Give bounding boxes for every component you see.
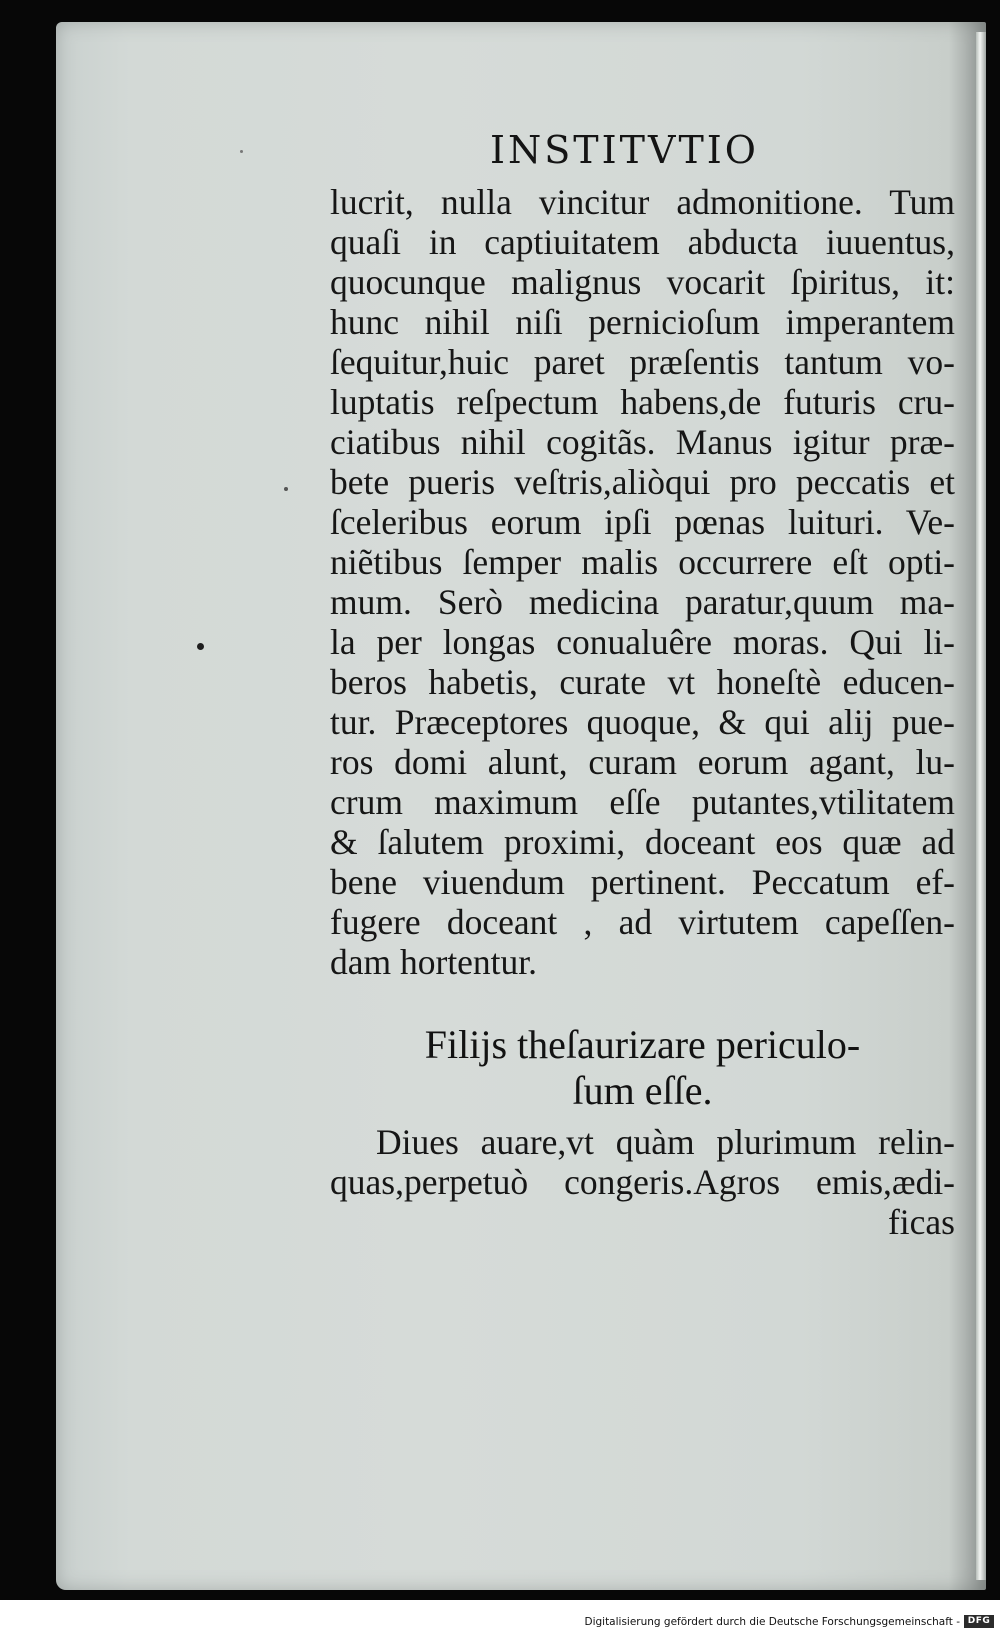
section-paragraph xyxy=(330,1122,955,1242)
page-edge xyxy=(976,32,986,1580)
text-line: quocunque malignus vocarit ſpiritus, it: xyxy=(330,262,955,302)
funding-credit: Digitalisierung gefördert durch die Deutsche Forschungsgemeinschaft - xyxy=(584,1616,960,1628)
ink-spot xyxy=(197,643,204,650)
text-line: beros habetis, curate vt honeſtè educen- xyxy=(330,662,955,702)
heading-line: ſum eſſe. xyxy=(572,1068,713,1113)
ink-spot xyxy=(240,150,243,153)
text-line: la per longas conualuêre moras. Qui li- xyxy=(330,622,955,662)
text-line: mum. Serò medicina paratur,quum ma- xyxy=(330,582,955,622)
text-line: hunc nihil niſi pernicioſum imperantem xyxy=(330,302,955,342)
text-line: luptatis reſpectum habens,de futuris cru- xyxy=(330,382,955,422)
text-line: tur. Præceptores quoque, & qui alij pue- xyxy=(330,702,955,742)
text-line: quaſi in captiuitatem abducta iuuentus, xyxy=(330,222,955,262)
text-line: quas,perpetuò congeris.Agros emis,ædi- xyxy=(330,1162,955,1202)
text-line: niẽtibus ſemper malis occurrere eſt opti- xyxy=(330,542,955,582)
running-head: INSTITVTIO xyxy=(490,128,759,172)
heading-line: Filijs theſaurizare periculo- xyxy=(424,1022,861,1067)
text-line: crum maximum eſſe putantes,vtilitatem xyxy=(330,782,955,822)
catchword: ficas xyxy=(887,1202,955,1242)
text-line: bete pueris veſtris,aliòqui pro peccatis et xyxy=(330,462,955,502)
section-heading xyxy=(330,1022,955,1114)
main-paragraph xyxy=(330,182,955,982)
dfg-logo-icon: DFG xyxy=(964,1615,994,1628)
text-line: lucrit, nulla vincitur admonitione. Tum xyxy=(330,182,955,222)
text-line: dam hortentur. xyxy=(330,942,538,982)
text-line: ſequitur,huic paret præſentis tantum vo- xyxy=(330,342,955,382)
digitization-footer xyxy=(0,1600,1000,1632)
text-line: ros domi alunt, curam eorum agant, lu- xyxy=(330,742,955,782)
text-line: fugere doceant , ad virtutem capeſſen- xyxy=(330,902,955,942)
text-line: ciatibus nihil cogitãs. Manus igitur præ- xyxy=(330,422,955,462)
text-line: bene viuendum pertinent. Peccatum ef- xyxy=(330,862,955,902)
text-line: & ſalutem proximi, doceant eos quæ ad xyxy=(330,822,955,862)
ink-spot xyxy=(284,487,288,491)
text-line: ſceleribus eorum ipſi pœnas luituri. Ve- xyxy=(330,502,955,542)
text-line: Diues auare,vt quàm plurimum relin- xyxy=(376,1122,955,1162)
